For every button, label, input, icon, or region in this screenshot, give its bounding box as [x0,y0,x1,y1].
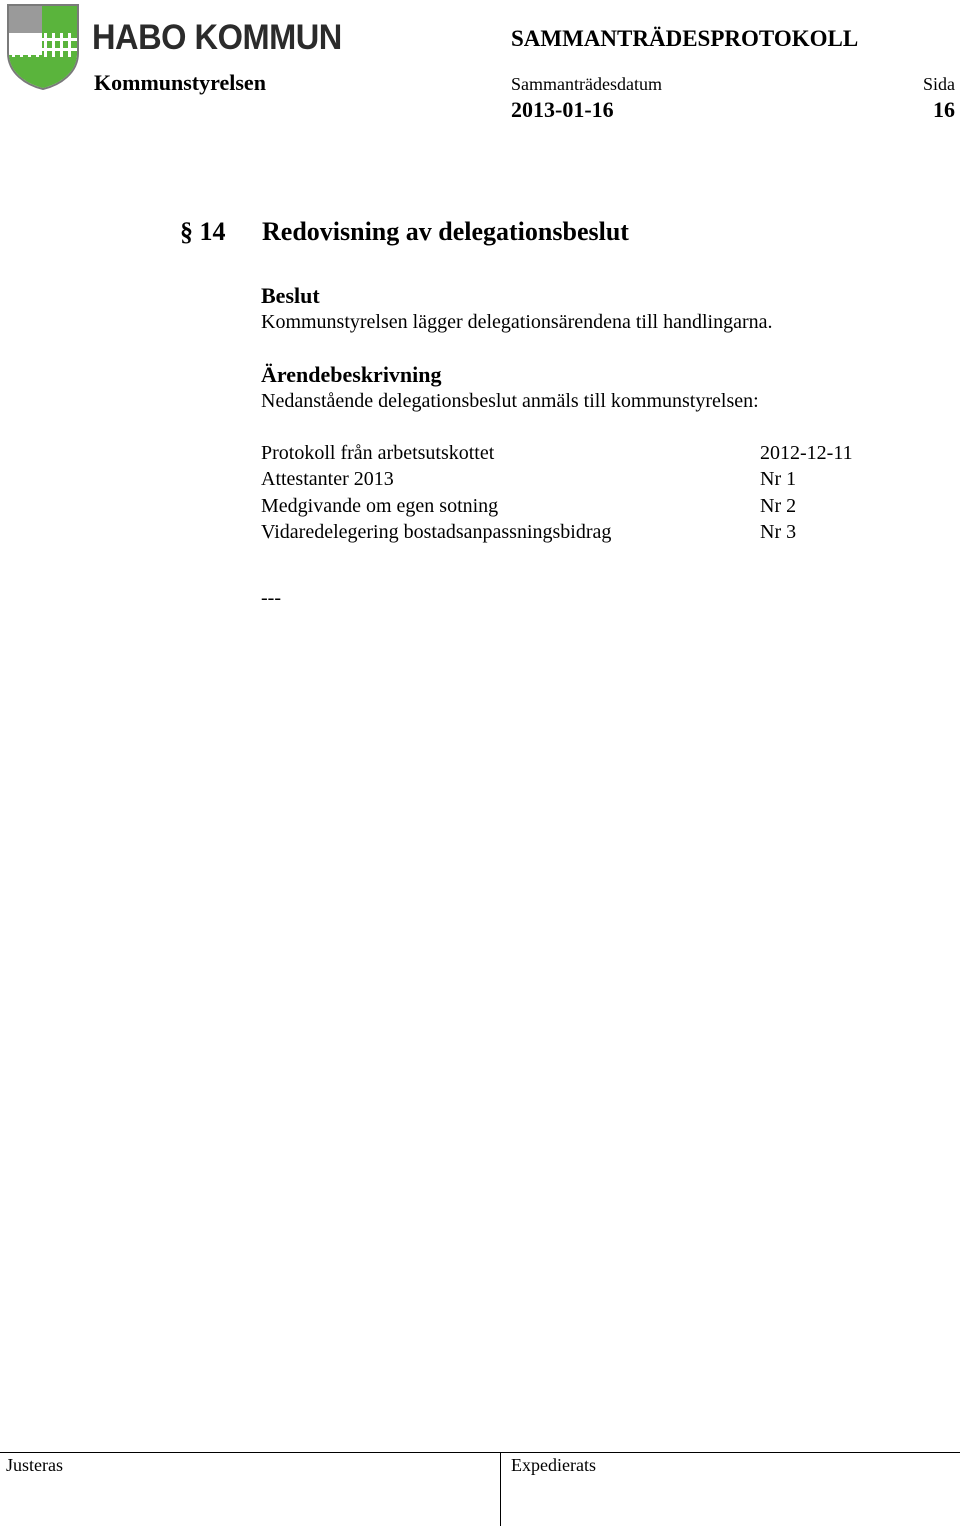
delegation-item [261,495,901,521]
delegation-item [261,468,901,494]
page-number: 16 [933,97,955,122]
delegation-item-name: Vidaredelegering bostadsanpassningsbidrag [261,521,612,543]
delegation-item-value: Nr 1 [760,468,797,490]
end-mark: --- [261,587,281,609]
footer-expedierats-label: Expedierats [511,1455,596,1475]
meeting-date-value: 2013-01-16 [511,97,614,122]
delegation-item-value: Nr 3 [760,521,797,543]
meeting-date-label: Sammanträdesdatum [511,74,662,94]
section-title: Redovisning av delegationsbeslut [262,217,629,246]
footer-divider [0,1452,960,1453]
section-number: § 14 [180,217,226,246]
brand-name: HABO KOMMUN [92,18,342,57]
footer-column-divider [500,1452,501,1526]
document-type: SAMMANTRÄDESPROTOKOLL [511,26,859,51]
case-description-text: Nedanstående delegationsbeslut anmäls till kommunstyrelsen: [261,390,759,412]
delegation-item-name: Attestanter 2013 [261,468,394,490]
page-label: Sida [922,74,955,94]
decision-heading: Beslut [261,283,320,308]
footer-justeras-label: Justeras [6,1455,63,1475]
decision-text: Kommunstyrelsen lägger delegationsärendena till handlingarna. [261,311,773,333]
delegation-item-name: Protokoll från arbetsutskottet [261,442,495,464]
delegation-item-value: Nr 2 [760,495,797,517]
delegation-item-name: Medgivande om egen sotning [261,495,499,517]
delegation-item-value: 2012-12-11 [760,442,853,464]
case-description-heading: Ärendebeskrivning [261,362,442,387]
organization-name: Kommunstyrelsen [94,70,266,95]
delegation-item [261,442,901,468]
habo-coat-of-arms-logo [6,3,80,91]
delegation-item [261,521,901,547]
